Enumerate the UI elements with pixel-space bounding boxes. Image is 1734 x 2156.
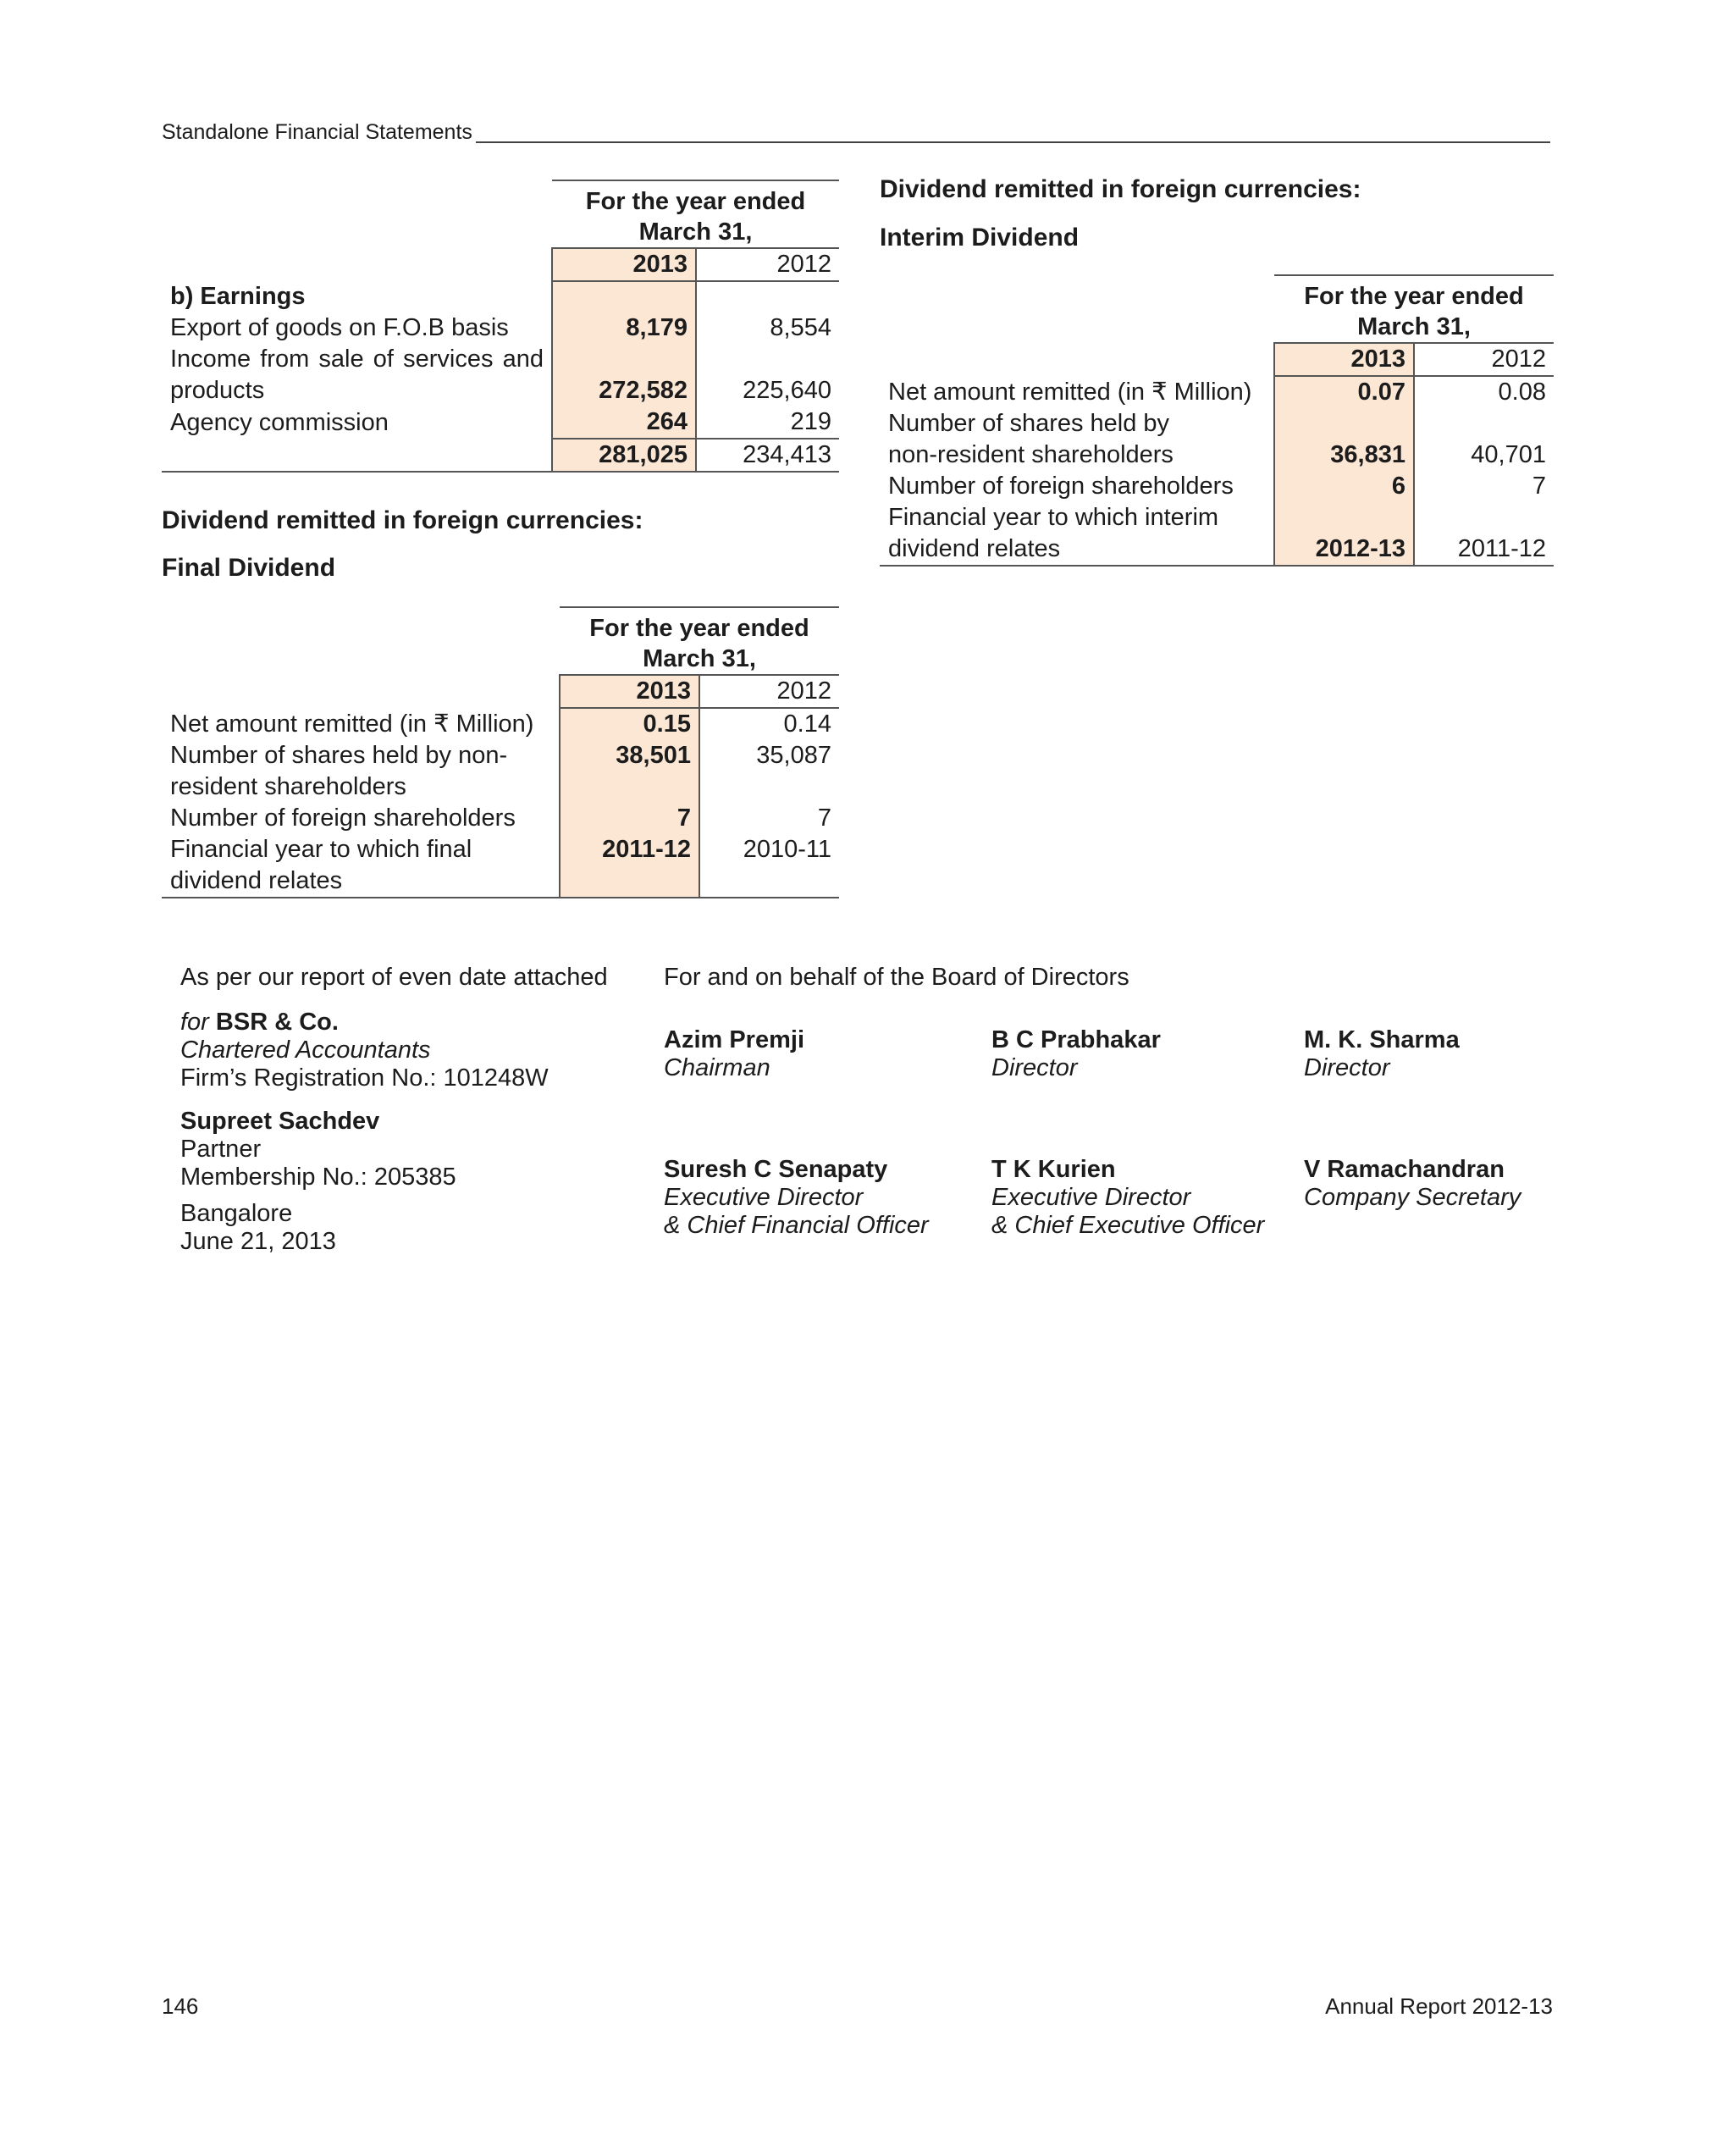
value-2013: 2012-13 <box>1274 502 1414 566</box>
value-2012: 35,087 <box>756 742 831 769</box>
row-label: Financial year to which final dividend relates <box>162 834 560 898</box>
signatory-name: Azim Premji <box>664 1026 804 1053</box>
signatory-title: Chairman <box>664 1054 770 1081</box>
table-row <box>162 740 839 803</box>
earnings-year-2012: 2012 <box>696 248 839 281</box>
row-label: Financial year to which interim dividend relates <box>880 502 1274 566</box>
signatory-title-2: & Chief Financial Officer <box>664 1212 929 1239</box>
signatory-title: Executive Director <box>664 1184 864 1211</box>
value-2012: 8,554 <box>770 314 831 341</box>
signing-place: Bangalore <box>180 1200 293 1227</box>
signatory-title: Executive Director <box>991 1184 1191 1211</box>
partner-name: Supreet Sachdev <box>180 1108 380 1135</box>
value-2013: 0.07 <box>1274 376 1414 408</box>
page-header <box>162 120 1550 144</box>
earnings-col-header: For the year ended March 31, <box>552 180 839 248</box>
signatory <box>1304 1026 1460 1082</box>
signatory <box>1304 1156 1521 1212</box>
value-2012: 40,701 <box>1471 441 1546 468</box>
signatory-title: Director <box>1304 1054 1390 1081</box>
row-label: Number of foreign shareholders <box>170 804 516 832</box>
auditor-intro: As per our report of even date attached <box>180 964 608 991</box>
final-col-header: For the year ended March 31, <box>560 607 839 675</box>
row-label: Agency commission <box>170 409 389 436</box>
value-2013: 272,582 <box>552 344 696 406</box>
value-2013: 6 <box>1274 471 1414 502</box>
table-row <box>880 502 1554 566</box>
table-row <box>162 344 839 406</box>
firm-name: BSR & Co. <box>215 1009 339 1036</box>
value-2012: 0.08 <box>1498 379 1546 406</box>
value-2012: 225,640 <box>743 377 831 404</box>
interim-dividend-subheading: Interim Dividend <box>880 224 1080 252</box>
row-label: Net amount remitted (in ₹ Million) <box>170 710 534 738</box>
value-2013: 38,501 <box>560 740 699 803</box>
signatory-name: V Ramachandran <box>1304 1156 1505 1183</box>
value-2013: 2011-12 <box>560 834 699 898</box>
signatory <box>664 1026 804 1082</box>
value-2012: 0.14 <box>783 710 831 738</box>
earnings-table <box>162 180 839 473</box>
firm-type: Chartered Accountants <box>180 1037 431 1064</box>
table-row <box>880 471 1554 502</box>
table-row <box>162 834 839 898</box>
table-row <box>162 803 839 834</box>
value-2012: 7 <box>817 804 831 832</box>
total-row <box>162 439 839 472</box>
auditor-firm-line <box>180 1009 608 1037</box>
auditor-block <box>180 964 608 1256</box>
membership-number: Membership No.: 205385 <box>180 1164 456 1191</box>
board-intro: For and on behalf of the Board of Directors <box>664 964 1129 991</box>
signatory <box>991 1026 1161 1082</box>
row-label: Number of shares held by non-resident shareholders <box>170 742 508 800</box>
table-row <box>162 406 839 439</box>
partner-title: Partner <box>180 1136 262 1163</box>
page-number: 146 <box>162 1993 199 2019</box>
signatory-title: Director <box>991 1054 1078 1081</box>
signatory-name: B C Prabhakar <box>991 1026 1161 1053</box>
signatory <box>664 1156 929 1240</box>
signatory-title: Company Secretary <box>1304 1184 1521 1211</box>
row-label: Number of shares held by non-resident shareholders <box>888 410 1173 468</box>
earnings-year-2013: 2013 <box>552 248 696 281</box>
firm-registration: Firm’s Registration No.: 101248W <box>180 1064 549 1092</box>
interim-col-header: For the year ended March 31, <box>1274 275 1554 343</box>
interim-year-2012: 2012 <box>1414 343 1554 376</box>
value-2013: 36,831 <box>1274 408 1414 471</box>
value-2012: 7 <box>1532 473 1546 500</box>
value-2012: 219 <box>790 408 831 435</box>
signatory-name: T K Kurien <box>991 1156 1116 1183</box>
final-dividend-table <box>162 606 839 898</box>
interim-dividend-table <box>880 274 1554 567</box>
total-2013: 281,025 <box>552 439 696 472</box>
row-label: Income from sale of services and products <box>170 346 544 404</box>
earnings-section-label: b) Earnings <box>170 283 306 310</box>
table-row <box>880 408 1554 471</box>
row-label: Export of goods on F.O.B basis <box>170 314 509 341</box>
signing-date: June 21, 2013 <box>180 1228 336 1255</box>
row-label: Number of foreign shareholders <box>888 473 1234 500</box>
value-2012: 2011-12 <box>1414 502 1554 566</box>
signatory-name: Suresh C Senapaty <box>664 1156 888 1183</box>
section-title: Standalone Financial Statements <box>162 120 476 144</box>
row-label: Net amount remitted (in ₹ Million) <box>888 379 1252 406</box>
interim-dividend-heading: Dividend remitted in foreign currencies: <box>880 175 1361 203</box>
value-2013: 0.15 <box>560 708 699 740</box>
report-title: Annual Report 2012-13 <box>1325 1993 1553 2019</box>
final-year-2012: 2012 <box>699 675 839 708</box>
final-dividend-heading: Dividend remitted in foreign currencies: <box>162 506 643 534</box>
value-2013: 8,179 <box>552 312 696 344</box>
final-dividend-subheading: Final Dividend <box>162 554 336 582</box>
table-row <box>162 312 839 344</box>
firm-prefix: for <box>180 1009 209 1036</box>
value-2013: 7 <box>560 803 699 834</box>
table-row <box>162 708 839 740</box>
interim-year-2013: 2013 <box>1274 343 1414 376</box>
final-year-2013: 2013 <box>560 675 699 708</box>
signatory-name: M. K. Sharma <box>1304 1026 1460 1053</box>
value-2012: 2010-11 <box>699 834 839 898</box>
value-2013: 264 <box>552 406 696 439</box>
signatory <box>991 1156 1264 1240</box>
total-2012: 234,413 <box>696 439 839 472</box>
table-row <box>880 376 1554 408</box>
signatory-title-2: & Chief Executive Officer <box>991 1212 1265 1239</box>
